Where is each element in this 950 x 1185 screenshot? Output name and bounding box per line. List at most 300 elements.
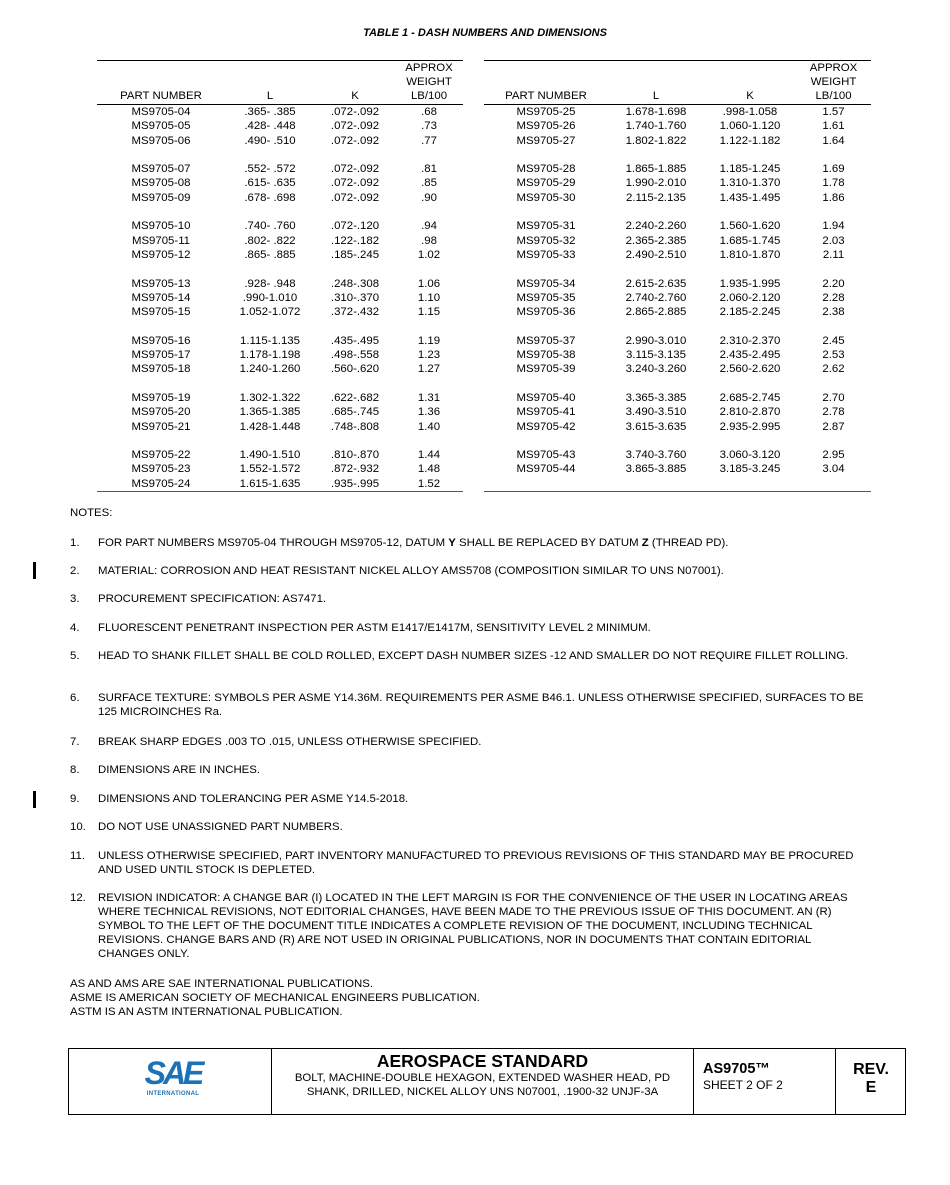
table-row xyxy=(97,448,463,462)
l-dimension-cell: .428- .448 xyxy=(244,120,296,133)
weight-cell: 2.20 xyxy=(822,277,845,290)
table-bottom-rule xyxy=(97,492,463,493)
table-row xyxy=(484,362,871,376)
l-dimension-cell: 3.240-3.260 xyxy=(625,363,687,376)
spacer-cell xyxy=(97,319,225,333)
table-row xyxy=(484,462,871,476)
table-row xyxy=(97,305,463,319)
sae-logo-mark: SAE xyxy=(144,1055,202,1091)
note-number: 5. xyxy=(70,650,80,662)
publication-note: AS AND AMS ARE SAE INTERNATIONAL PUBLICATIONS. xyxy=(70,978,373,990)
k-dimension-cell: 1.560-1.620 xyxy=(719,220,781,233)
k-dimension-cell: .622-.682 xyxy=(330,391,380,404)
l-dimension-cell: 1.178-1.198 xyxy=(239,349,301,362)
part-number-cell: MS9705-41 xyxy=(516,406,576,419)
group-spacer xyxy=(97,148,463,162)
note-9 xyxy=(70,792,870,806)
datum-z: Z xyxy=(641,537,649,549)
table-row xyxy=(484,219,871,233)
datum-y: Y xyxy=(448,537,456,549)
weight-cell: 2.38 xyxy=(822,306,845,319)
revision-value: E xyxy=(865,1079,877,1096)
k-dimension-cell: .685-.745 xyxy=(330,406,380,419)
table-row xyxy=(484,291,871,305)
weight-cell: 2.11 xyxy=(822,248,845,261)
header-weight-line1: APPROX xyxy=(405,62,453,74)
l-dimension-cell: 2.490-2.510 xyxy=(625,248,687,261)
part-number-cell: MS9705-20 xyxy=(131,406,191,419)
spacer-cell xyxy=(97,148,225,162)
l-dimension-cell: 1.052-1.072 xyxy=(239,306,301,319)
spacer-cell xyxy=(608,205,704,219)
k-dimension-cell: 3.185-3.245 xyxy=(719,463,781,476)
table-row xyxy=(484,277,871,291)
table-row xyxy=(97,420,463,434)
l-dimension-cell: .615- .635 xyxy=(244,177,296,190)
weight-cell: 1.40 xyxy=(417,420,441,433)
weight-cell: 2.03 xyxy=(822,234,845,247)
part-number-cell: MS9705-36 xyxy=(516,306,576,319)
header-k: K xyxy=(704,61,796,105)
table-row xyxy=(97,234,463,248)
l-dimension-cell: .740- .760 xyxy=(244,220,296,233)
spacer-cell xyxy=(796,434,871,448)
table-row xyxy=(484,162,871,176)
note-number: 10. xyxy=(70,821,86,833)
weight-cell: 1.64 xyxy=(822,134,845,147)
weight-cell: 3.04 xyxy=(822,463,845,476)
spacer-cell xyxy=(796,262,871,276)
weight-cell: 1.27 xyxy=(417,363,441,376)
spacer-cell xyxy=(796,319,871,333)
weight-cell: .68 xyxy=(421,106,437,118)
weight-cell: 2.95 xyxy=(822,449,845,462)
weight-cell: 1.52 xyxy=(417,477,441,490)
table-row xyxy=(484,134,871,148)
spacer-cell xyxy=(315,319,395,333)
table-row xyxy=(484,105,871,120)
spacer-cell xyxy=(484,377,608,391)
k-dimension-cell: 2.435-2.495 xyxy=(719,349,781,362)
spacer-cell xyxy=(97,434,225,448)
part-number-cell: MS9705-23 xyxy=(131,463,191,476)
dash-table-right xyxy=(484,60,871,492)
l-dimension-cell: 3.865-3.885 xyxy=(625,463,687,476)
table-row xyxy=(97,334,463,348)
weight-cell: 2.28 xyxy=(822,291,845,304)
part-number-cell: MS9705-26 xyxy=(516,120,576,133)
weight-cell: .90 xyxy=(421,191,437,204)
part-number-cell: MS9705-17 xyxy=(131,349,191,362)
part-number-cell: MS9705-28 xyxy=(516,163,576,176)
spacer-cell xyxy=(395,262,463,276)
weight-cell: 2.62 xyxy=(822,363,845,376)
part-number-cell: MS9705-04 xyxy=(131,106,191,118)
table-body-right xyxy=(484,105,871,492)
empty-cell xyxy=(796,477,871,491)
empty-cell xyxy=(608,477,704,491)
weight-cell: 2.70 xyxy=(822,391,845,404)
table-row xyxy=(97,219,463,233)
weight-cell: 1.15 xyxy=(417,306,441,319)
note-text xyxy=(98,536,870,550)
k-dimension-cell: .072-.092 xyxy=(330,163,380,176)
k-dimension-cell: 3.060-3.120 xyxy=(719,449,781,462)
part-number-cell: MS9705-34 xyxy=(516,277,576,290)
logo-cell xyxy=(69,1049,272,1114)
table-header-row xyxy=(484,61,871,105)
k-dimension-cell: .072-.092 xyxy=(330,106,380,118)
l-dimension-cell: 1.615-1.635 xyxy=(239,477,301,490)
l-dimension-cell: .865- .885 xyxy=(244,248,296,261)
table-bottom-rule xyxy=(484,491,871,492)
k-dimension-cell: .498-.558 xyxy=(330,349,380,362)
k-dimension-cell: .072-.092 xyxy=(330,134,380,147)
l-dimension-cell: .365- .385 xyxy=(244,106,296,118)
spacer-cell xyxy=(225,377,315,391)
header-l: L xyxy=(225,61,315,105)
weight-cell: 1.44 xyxy=(417,449,441,462)
rule-cell xyxy=(704,491,796,492)
spacer-cell xyxy=(796,205,871,219)
header-k: K xyxy=(315,61,395,105)
weight-cell: 1.31 xyxy=(417,391,441,404)
part-number-cell: MS9705-38 xyxy=(516,349,576,362)
header-weight-line1: APPROX xyxy=(809,62,858,74)
spacer-cell xyxy=(395,205,463,219)
note-2 xyxy=(70,564,870,578)
part-number-cell: MS9705-39 xyxy=(516,363,576,376)
k-dimension-cell: .122-.182 xyxy=(330,234,380,247)
spacer-cell xyxy=(484,262,608,276)
l-dimension-cell: 2.615-2.635 xyxy=(625,277,687,290)
note-text: REVISION INDICATOR: A CHANGE BAR (I) LOCATED IN THE LEFT MARGIN IS FOR THE CONVENIENCE OF THE USER IN LOCATING AREAS WHERE TECHNICAL REVISIONS, NOT EDITORIAL CHANGES, HAVE BEEN MADE TO THE PREVIOUS ISSUE OF THIS DOCUMENT. AN (R) SYMBOL TO THE LEFT OF THE DOCUMENT TITLE INDICATES A COMPLETE REVISION OF THE DOCUMENT, INCLUDING TECHNICAL REVISIONS. CHANGE BARS AND (R) ARE NOT USED IN ORIGINAL PUBLICATIONS, NOR IN DOCUMENTS THAT CONTAIN EDITORIAL CHANGES ONLY. xyxy=(98,892,848,960)
part-number-cell: MS9705-09 xyxy=(131,191,191,204)
note-number: 6. xyxy=(70,692,80,704)
note-10 xyxy=(70,820,870,834)
note-7 xyxy=(70,735,870,749)
l-dimension-cell: 2.365-2.385 xyxy=(625,234,687,247)
l-dimension-cell: 1.865-1.885 xyxy=(625,163,687,176)
k-dimension-cell: 1.935-1.995 xyxy=(719,277,781,290)
part-number-cell: MS9705-24 xyxy=(131,477,191,490)
spacer-cell xyxy=(395,148,463,162)
weight-cell: .77 xyxy=(421,134,437,147)
note-text: DIMENSIONS ARE IN INCHES. xyxy=(98,764,261,776)
note-text: DO NOT USE UNASSIGNED PART NUMBERS. xyxy=(98,821,343,833)
spacer-cell xyxy=(225,262,315,276)
part-number-cell: MS9705-27 xyxy=(516,134,576,147)
standard-description: BOLT, MACHINE-DOUBLE HEXAGON, EXTENDED WASHER HEAD, PD SHANK, DRILLED, NICKEL ALLOY UNS N07001, .1900-32 UNJF-3A xyxy=(294,1072,671,1098)
l-dimension-cell: .552- .572 xyxy=(244,163,296,176)
k-dimension-cell: 1.060-1.120 xyxy=(719,120,781,133)
group-spacer xyxy=(97,262,463,276)
note-12 xyxy=(70,891,870,961)
k-dimension-cell: .560-.620 xyxy=(330,363,380,376)
l-dimension-cell: 1.428-1.448 xyxy=(239,420,301,433)
rule-cell xyxy=(484,491,608,492)
note-3 xyxy=(70,592,870,606)
k-dimension-cell: 2.060-2.120 xyxy=(719,291,781,304)
k-dimension-cell: .072-.092 xyxy=(330,191,380,204)
k-dimension-cell: 1.185-1.245 xyxy=(719,163,781,176)
spacer-cell xyxy=(225,148,315,162)
group-spacer xyxy=(97,205,463,219)
table-row xyxy=(97,391,463,405)
note-number: 1. xyxy=(70,537,80,549)
part-number-cell: MS9705-13 xyxy=(131,277,191,290)
l-dimension-cell: 1.678-1.698 xyxy=(625,106,687,118)
weight-cell: .85 xyxy=(421,177,437,190)
spacer-cell xyxy=(315,262,395,276)
part-number-cell: MS9705-08 xyxy=(131,177,191,190)
spacer-cell xyxy=(315,434,395,448)
table-row xyxy=(97,477,463,492)
weight-cell: 1.36 xyxy=(417,406,441,419)
part-number-cell: MS9705-15 xyxy=(131,306,191,319)
k-dimension-cell: 2.185-2.245 xyxy=(719,306,781,319)
note-text-part: FOR PART NUMBERS MS9705-04 THROUGH MS9705-12, DATUM xyxy=(98,537,449,549)
part-number-cell: MS9705-22 xyxy=(131,449,191,462)
group-spacer xyxy=(484,377,871,391)
note-8 xyxy=(70,763,870,777)
note-1 xyxy=(70,536,870,550)
table-row xyxy=(484,191,871,205)
note-number: 4. xyxy=(70,622,80,634)
rule-cell xyxy=(395,492,463,493)
table-row xyxy=(484,348,871,362)
note-text: FLUORESCENT PENETRANT INSPECTION PER ASTM E1417/E1417M, SENSITIVITY LEVEL 2 MINIMUM. xyxy=(98,622,651,634)
k-dimension-cell: 2.810-2.870 xyxy=(719,406,781,419)
l-dimension-cell: 1.990-2.010 xyxy=(625,177,687,190)
note-number: 2. xyxy=(70,565,80,577)
l-dimension-cell: 1.240-1.260 xyxy=(239,363,301,376)
spacer-cell xyxy=(315,377,395,391)
l-dimension-cell: 1.302-1.322 xyxy=(239,391,301,404)
table-row xyxy=(97,405,463,419)
spacer-cell xyxy=(704,319,796,333)
weight-cell: 1.78 xyxy=(822,177,845,190)
spacer-cell xyxy=(608,148,704,162)
spacer-cell xyxy=(704,262,796,276)
note-text: UNLESS OTHERWISE SPECIFIED, PART INVENTORY MANUFACTURED TO PREVIOUS REVISIONS OF THIS STANDARD MAY BE PROCURED AND USED UNTIL STOCK IS DEPLETED. xyxy=(98,850,854,876)
group-spacer xyxy=(97,377,463,391)
k-dimension-cell: 2.310-2.370 xyxy=(719,334,781,347)
part-number-cell: MS9705-35 xyxy=(516,291,576,304)
table-body-left xyxy=(97,105,463,493)
k-dimension-cell: 1.685-1.745 xyxy=(719,234,781,247)
weight-cell: 2.45 xyxy=(822,334,845,347)
header-weight-line3: LB/100 xyxy=(410,90,448,102)
empty-cell xyxy=(704,477,796,491)
revision-cell xyxy=(836,1049,906,1114)
l-dimension-cell: 3.490-3.510 xyxy=(625,406,687,419)
l-dimension-cell: 2.865-2.885 xyxy=(625,306,687,319)
spacer-cell xyxy=(704,377,796,391)
spacer-cell xyxy=(484,205,608,219)
note-6 xyxy=(70,691,870,719)
table-row xyxy=(97,119,463,133)
document-number: AS9705™ xyxy=(703,1061,770,1077)
table-row xyxy=(484,391,871,405)
l-dimension-cell: 3.115-3.135 xyxy=(626,349,686,362)
header-part-number: PART NUMBER xyxy=(97,61,225,105)
spacer-cell xyxy=(704,205,796,219)
part-number-cell: MS9705-40 xyxy=(516,391,576,404)
part-number-cell: MS9705-05 xyxy=(131,120,191,133)
table-row xyxy=(97,362,463,376)
k-dimension-cell: .998-1.058 xyxy=(722,106,778,118)
note-number: 11. xyxy=(70,850,85,862)
table-row xyxy=(484,420,871,434)
weight-cell: 2.78 xyxy=(822,406,845,419)
weight-cell: .81 xyxy=(421,163,437,176)
weight-cell: 2.53 xyxy=(822,349,845,362)
part-number-cell: MS9705-25 xyxy=(516,106,576,118)
table-row xyxy=(97,105,463,120)
note-5 xyxy=(70,649,870,663)
group-spacer xyxy=(484,205,871,219)
table-row xyxy=(484,176,871,190)
table-row xyxy=(97,162,463,176)
table-row xyxy=(97,291,463,305)
weight-cell: 1.02 xyxy=(417,248,441,261)
note-text: PROCUREMENT SPECIFICATION: AS7471. xyxy=(98,593,327,605)
standard-title: AEROSPACE STANDARD xyxy=(376,1051,589,1071)
l-dimension-cell: 1.740-1.760 xyxy=(625,120,687,133)
k-dimension-cell: .248-.308 xyxy=(330,277,380,290)
weight-cell: 1.10 xyxy=(417,291,441,304)
empty-cell xyxy=(484,477,608,491)
table-row xyxy=(97,176,463,190)
l-dimension-cell: 3.740-3.760 xyxy=(625,449,687,462)
spacer-cell xyxy=(484,434,608,448)
rule-cell xyxy=(97,492,225,493)
note-text: BREAK SHARP EDGES .003 TO .015, UNLESS OTHERWISE SPECIFIED. xyxy=(98,736,482,748)
note-4 xyxy=(70,621,870,635)
l-dimension-cell: 1.802-1.822 xyxy=(625,134,687,147)
table-row xyxy=(97,134,463,148)
note-number: 3. xyxy=(70,593,80,605)
part-number-cell: MS9705-37 xyxy=(516,334,576,347)
part-number-cell: MS9705-21 xyxy=(131,420,191,433)
change-bar xyxy=(33,791,36,808)
part-number-cell: MS9705-29 xyxy=(516,177,576,190)
part-number-cell: MS9705-07 xyxy=(131,163,191,176)
l-dimension-cell: 1.490-1.510 xyxy=(239,449,301,462)
spacer-cell xyxy=(97,377,225,391)
header-weight xyxy=(395,61,463,105)
part-number-cell: MS9705-43 xyxy=(516,449,576,462)
weight-cell: 1.23 xyxy=(417,349,441,362)
note-text: DIMENSIONS AND TOLERANCING PER ASME Y14.5-2018. xyxy=(98,793,409,805)
l-dimension-cell: .802- .822 xyxy=(244,234,296,247)
weight-cell: 1.48 xyxy=(417,463,441,476)
k-dimension-cell: .748-.808 xyxy=(330,420,380,433)
weight-cell: 1.69 xyxy=(822,163,845,176)
weight-cell: 2.87 xyxy=(822,420,845,433)
spacer-cell xyxy=(608,319,704,333)
part-number-cell: MS9705-06 xyxy=(131,134,191,147)
table-row xyxy=(484,448,871,462)
k-dimension-cell: .372-.432 xyxy=(330,306,380,319)
table-row xyxy=(484,305,871,319)
empty-row xyxy=(484,477,871,491)
group-spacer xyxy=(97,434,463,448)
group-spacer xyxy=(484,262,871,276)
publication-note: ASTM IS AN ASTM INTERNATIONAL PUBLICATION. xyxy=(70,1006,343,1018)
part-number-cell: MS9705-31 xyxy=(516,220,576,233)
k-dimension-cell: .935-.995 xyxy=(330,477,380,490)
header-weight-line3: LB/100 xyxy=(815,90,852,102)
part-number-cell: MS9705-10 xyxy=(131,220,191,233)
k-dimension-cell: .872-.932 xyxy=(330,463,380,476)
k-dimension-cell: .072-.092 xyxy=(330,120,380,133)
sae-logo-subtext: INTERNATIONAL xyxy=(146,1091,200,1097)
publication-note: ASME IS AMERICAN SOCIETY OF MECHANICAL ENGINEERS PUBLICATION. xyxy=(70,992,480,1004)
header-weight-line2: WEIGHT xyxy=(810,76,857,88)
l-dimension-cell: 1.365-1.385 xyxy=(239,406,301,419)
title-cell xyxy=(272,1049,694,1114)
spacer-cell xyxy=(704,148,796,162)
l-dimension-cell: 2.115-2.135 xyxy=(626,191,686,204)
table-row xyxy=(484,334,871,348)
l-dimension-cell: .990-1.010 xyxy=(242,291,298,304)
sae-logo xyxy=(137,1057,209,1101)
note-number: 8. xyxy=(70,764,80,776)
k-dimension-cell: 2.685-2.745 xyxy=(719,391,781,404)
weight-cell: 1.57 xyxy=(822,106,845,118)
weight-cell: 1.06 xyxy=(417,277,441,290)
table-row xyxy=(97,462,463,476)
spacer-cell xyxy=(315,205,395,219)
dash-table-left xyxy=(97,60,463,492)
table-header-row xyxy=(97,61,463,105)
k-dimension-cell: .072-.092 xyxy=(330,177,380,190)
rule-cell xyxy=(796,491,871,492)
header-l: L xyxy=(608,61,704,105)
k-dimension-cell: .310-.370 xyxy=(330,291,380,304)
spacer-cell xyxy=(484,148,608,162)
k-dimension-cell: 1.810-1.870 xyxy=(719,248,781,261)
l-dimension-cell: 1.552-1.572 xyxy=(239,463,301,476)
group-spacer xyxy=(97,319,463,333)
spacer-cell xyxy=(484,319,608,333)
rule-cell xyxy=(608,491,704,492)
part-number-cell: MS9705-42 xyxy=(516,420,576,433)
spacer-cell xyxy=(225,205,315,219)
k-dimension-cell: 2.560-2.620 xyxy=(719,363,781,376)
spacer-cell xyxy=(608,262,704,276)
table-row xyxy=(484,405,871,419)
part-number-cell: MS9705-44 xyxy=(516,463,576,476)
spacer-cell xyxy=(225,434,315,448)
group-spacer xyxy=(484,434,871,448)
spacer-cell xyxy=(395,319,463,333)
spacer-cell xyxy=(608,377,704,391)
l-dimension-cell: .490- .510 xyxy=(244,134,296,147)
group-spacer xyxy=(484,148,871,162)
weight-cell: 1.86 xyxy=(822,191,845,204)
note-text-part: (THREAD PD). xyxy=(648,537,729,549)
note-text: MATERIAL: CORROSION AND HEAT RESISTANT NICKEL ALLOY AMS5708 (COMPOSITION SIMILAR TO UNS N07001). xyxy=(98,565,724,577)
weight-cell: .94 xyxy=(421,220,437,233)
note-text: SURFACE TEXTURE: SYMBOLS PER ASME Y14.36M. REQUIREMENTS PER ASME B46.1. UNLESS OTHERWISE SPECIFIED, SURFACES TO BE 125 MICROINCHES Ra. xyxy=(98,692,864,718)
change-bar xyxy=(33,562,36,579)
note-number: 7. xyxy=(70,736,80,748)
spacer-cell xyxy=(395,434,463,448)
table-row xyxy=(484,119,871,133)
